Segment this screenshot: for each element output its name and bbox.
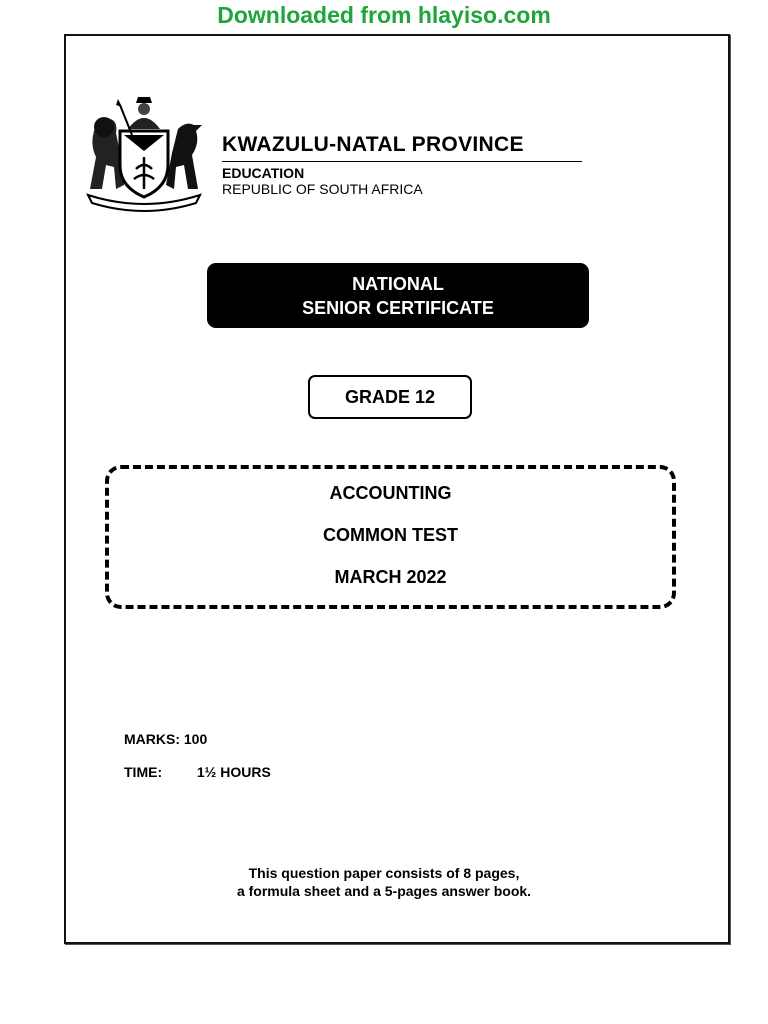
subject-name: ACCOUNTING bbox=[329, 483, 452, 503]
marks-value: 100 bbox=[183, 731, 208, 747]
time-value: 1½ HOURS bbox=[196, 764, 271, 780]
marks-label: MARKS: bbox=[124, 731, 180, 747]
grade-box bbox=[308, 375, 472, 419]
grade-label: GRADE 12 bbox=[344, 386, 436, 407]
country-name: REPUBLIC OF SOUTH AFRICA bbox=[222, 181, 423, 197]
paper-info-line-1: This question paper consists of 8 pages, bbox=[248, 865, 520, 881]
time-row bbox=[124, 764, 271, 780]
department-name: EDUCATION bbox=[222, 165, 305, 181]
certificate-line-1: NATIONAL bbox=[352, 273, 444, 294]
test-name: COMMON TEST bbox=[323, 525, 458, 545]
time-label: TIME: bbox=[124, 764, 163, 780]
watermark-text: Downloaded from hlayiso.com bbox=[217, 2, 551, 28]
paper-info-line-2: a formula sheet and a 5-pages answer book. bbox=[236, 883, 532, 899]
coat-of-arms-icon bbox=[80, 95, 208, 215]
certificate-line-2: SENIOR CERTIFICATE bbox=[302, 297, 494, 318]
subject-box bbox=[105, 465, 676, 609]
province-title: KWAZULU-NATAL PROVINCE bbox=[222, 132, 582, 162]
paper-info-note bbox=[0, 864, 768, 900]
province-header bbox=[222, 132, 582, 197]
marks-row bbox=[124, 731, 207, 747]
test-date: MARCH 2022 bbox=[334, 567, 447, 587]
certificate-banner bbox=[207, 263, 589, 328]
